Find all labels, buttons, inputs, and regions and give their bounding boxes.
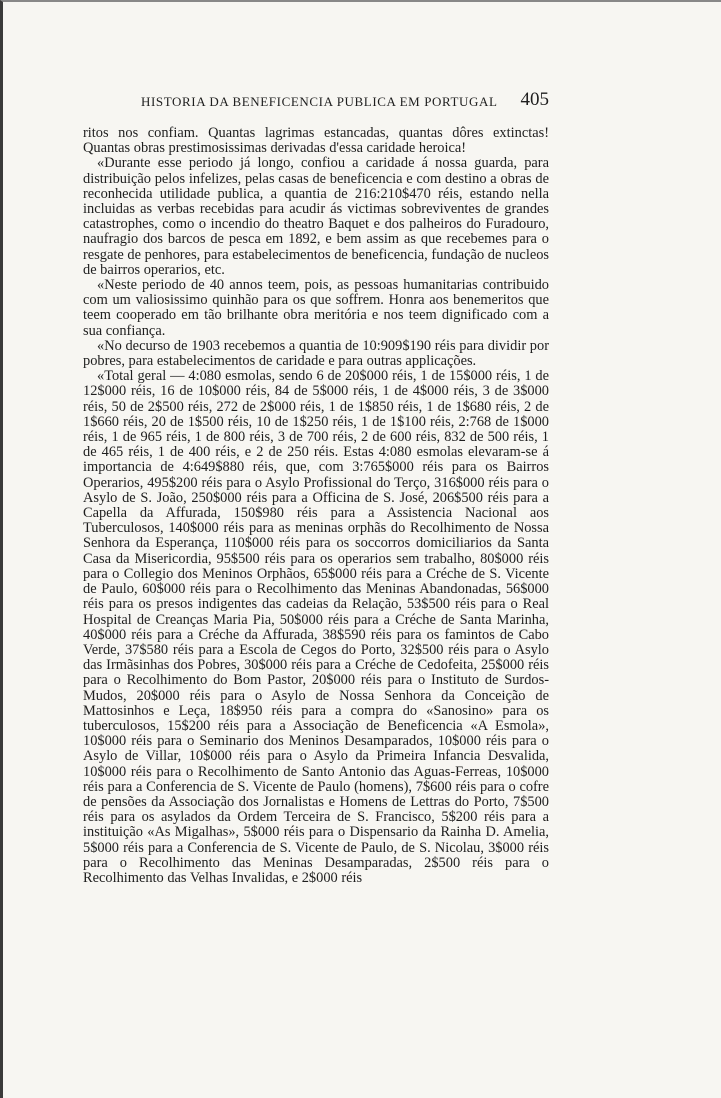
page-number: 405 xyxy=(520,89,549,110)
paragraph: «No decurso de 1903 recebemos a quantia de 10:909$190 réis para dividir por pobres, para estabelecimentos de caridade e para outras applicações. xyxy=(83,337,549,370)
paragraph: «Total geral — 4:080 esmolas, sendo 6 de 20$000 réis, 1 de 15$000 réis, 1 de 12$000 réis, 16 de 10$000 réis, 84 de 5$000 réis, 1 de 4$000 réis, 3 de 3$000 réis, 50 de 2$500 réis, 272 de 2$000 réis, 1 de 1$850 réis, 1 de 1$680 réis, 2 de 1$660 réis, 20 de 1$500 réis, 10 de 1$250 réis, 1 de 1$100 réis, 2:768 de 1$000 réis, 1 de 965 réis, 1 de 800 réis, 3 de 700 réis, 2 de 600 réis, 832 de 500 réis, 1 de 465 réis, 1 de 400 réis, e 2 de 250 réis. Estas 4:080 esmolas elevaram-se á importancia de 4:649$880 réis, que, com 3:765$000 réis para os Bairros Operarios, 495$200 réis para o Asylo Profissional do Terço, 316$000 réis para o Asylo de S. João, 250$000 réis para a Officina de S. José, 206$500 réis para a Capella da Affurada, 150$980 réis para a Assistencia Nacional aos Tuberculosos, 140$000 réis para as meninas orphãs do Recolhimento de Nossa Senhora da Esperança, 110$000 réis para os soccorros domiciliarios da Santa Casa da Misericordia, 95$500 réis para os operarios sem trabalho, 80$000 réis para o Collegio dos Meninos Orphãos, 65$000 réis para a Créche de S. Vicente de Paulo, 60$000 réis para o Recolhimento das Meninas Abandonadas, 56$000 réis para os presos indigentes das cadeias da Relação, 53$500 réis para o Real Hospital de Creanças Maria Pia, 50$000 réis para a Créche de Santa Marinha, 40$000 réis para a Créche da Affurada, 38$590 réis para os famintos de Cabo Verde, 37$580 réis para a Escola de Cegos do Porto, 32$500 réis para o Asylo das Irmãsinhas dos Pobres, 30$000 réis para a Créche de Cedofeita, 25$000 réis para o Recolhimento do Bom Pastor, 20$000 réis para o Instituto de Surdos-Mudos, 20$000 réis para o Asylo de Nossa Senhora da Conceição de Mattosinhos e Leça, 18$950 réis para a compra do «Sanosino» para os tuberculosos, 15$200 réis para a Associação de Beneficencia «A Esmola», 10$000 réis para o Seminario dos Meninos Desamparados, 10$000 réis para o Asylo de Villar, 10$000 réis para o Asylo da Primeira Infancia Desvalida, 10$000 réis para o Recolhimento de Santo Antonio das Aguas-Ferreas, 10$000 réis para a Conferencia de S. Vicente de Paulo (homens), 7$600 réis para o cofre de pensões da Associação dos Jornalistas e Homens de Lettras do Porto, 7$500 réis para os asylados da Ordem Terceira de S. Francisco, 5$200 réis para a instituição «As Migalhas», 5$000 réis para o Dispensario da Rainha D. Amelia, 5$000 réis para a Conferencia de S. Vicente de Paulo, de S. Nicolau, 3$000 réis para o Recolhimento das Meninas Desamparadas, 2$500 réis para o Recolhimento das Velhas Invalidas, e 2$000 réis xyxy=(83,368,549,886)
paragraph: «Durante esse periodo já longo, confiou a caridade á nossa guarda, para distribuição pelos infelizes, pelas casas de beneficencia e com destino a obras de reconhecida utilidade publica, a quantia de 216:210$470 réis, estando nella incluidas as verbas recebidas para acudir ás victimas sobreviventes de grandes catastrophes, como o incendio do theatro Baquet e dos palheiros do Furadouro, naufragio dos barcos de pesca em 1892, e bem assim as que recebemes para o resgate de penhores, para estabelecimentos de beneficencia, fundação de nucleos de bairros operarios, etc. xyxy=(83,155,549,278)
running-title: HISTORIA DA BENEFICENCIA PUBLICA EM PORTUGAL xyxy=(141,94,498,109)
paragraph-continuation: ritos nos confiam. Quantas lagrimas estancadas, quantas dôres extinctas! Quantas obras prestimosissimas derivadas d'essa caridade heroica! xyxy=(83,125,549,157)
page-header xyxy=(83,89,549,114)
paragraph: «Neste periodo de 40 annos teem, pois, as pessoas humanitarias contribuido com um valiosissimo quinhão para os que soffrem. Honra aos benemeritos que teem cooperado em tão brilhante obra meritória e nos teem dignificado com a sua confiança. xyxy=(83,277,549,339)
body-text xyxy=(83,126,549,886)
